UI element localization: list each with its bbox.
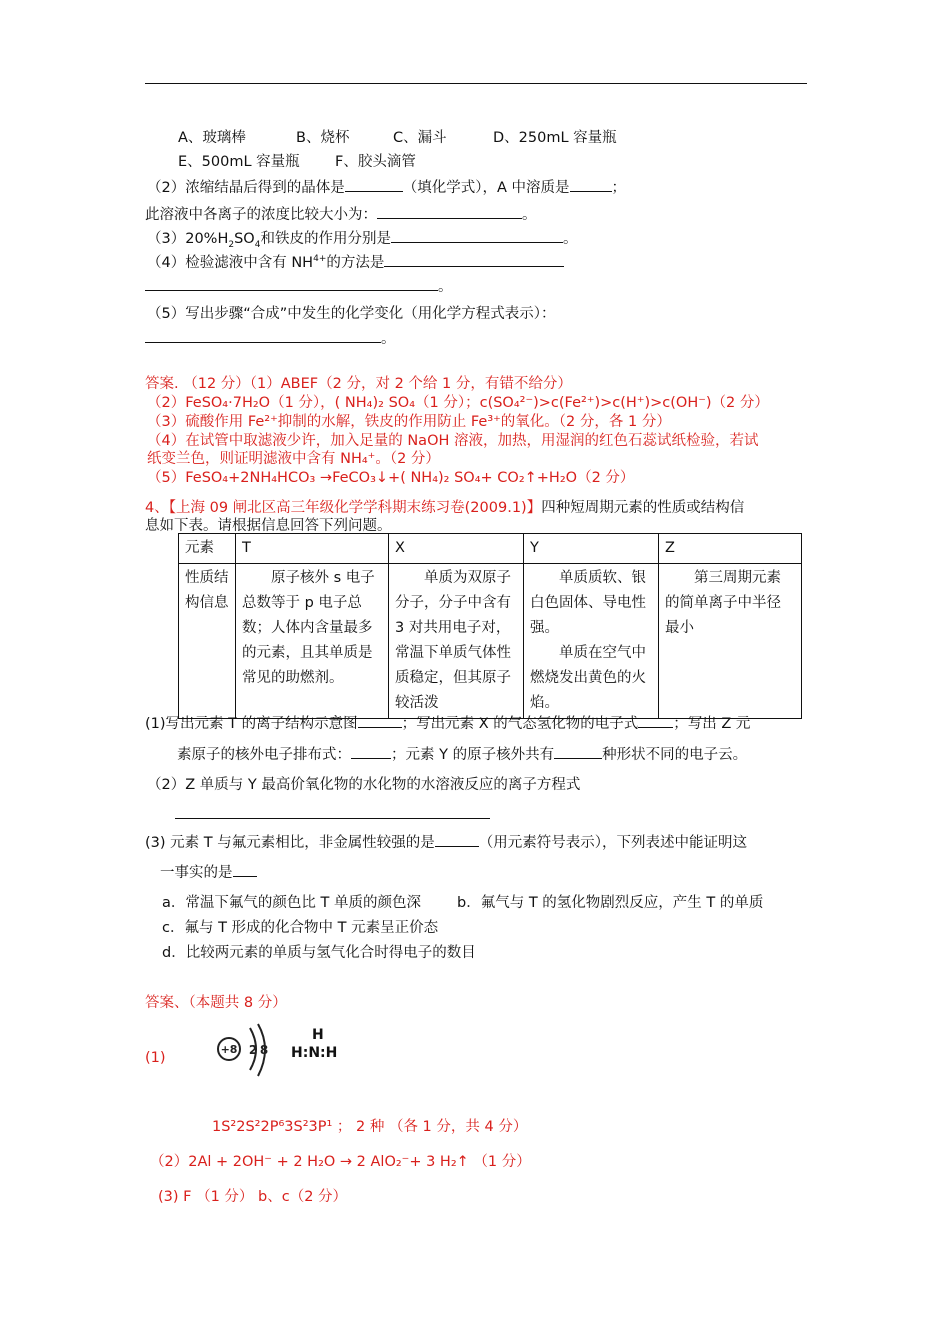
period: 。 xyxy=(381,331,396,347)
table-row xyxy=(179,564,802,719)
answer-blank xyxy=(145,328,381,343)
answer-2-config: 1S²2S²2P⁶3S²3P¹ ； 2 种 （各 1 分，共 4 分） xyxy=(212,1119,528,1135)
answer-2-part3: (3) F （1 分） b、c（2 分） xyxy=(158,1189,348,1205)
q4-text-a: （4）检验滤液中含有 NH xyxy=(147,255,314,271)
question-2-line2 xyxy=(145,203,537,224)
answer-blank xyxy=(570,177,612,192)
answer-2-part2: （2）2Al + 2OH⁻ + 2 H₂O → 2 AlO₂⁻+ 3 H₂↑ （1 分） xyxy=(150,1154,531,1170)
answer-1-line3: （3）硫酸作用 Fe²⁺抑制的水解，铁皮的作用防止 Fe³⁺的氧化。（2 分，各 1 分） xyxy=(147,414,671,430)
option-d: d．比较两元素的单质与氢气化合时得电子的数目 xyxy=(162,945,476,961)
option-a: a．常温下氟气的颜色比 T 单质的颜色深 xyxy=(162,895,421,911)
cell-y-para1: 单质质软、银白色固体、导电性强。 xyxy=(530,570,646,636)
shell-1-electrons: 2 xyxy=(248,1043,258,1057)
q2-line2-text: 此溶液中各离子的浓度比较大小为： xyxy=(145,207,377,223)
table-header-cell: Z xyxy=(659,534,802,564)
answer-blank xyxy=(145,276,438,291)
table-header-row xyxy=(179,534,802,564)
sub-question-3-line2 xyxy=(160,861,257,882)
option-b: b．氟气与 T 的氢化物剧烈反应，产生 T 的单质 xyxy=(457,895,764,911)
nucleus-charge: +8 xyxy=(220,1043,238,1056)
table-header-cell: T xyxy=(236,534,389,564)
sub-question-1 xyxy=(145,712,750,733)
q4-text-b: 的方法是 xyxy=(326,255,385,271)
question-4-line2 xyxy=(145,275,453,296)
q3-text-b: SO xyxy=(234,231,255,247)
question-3: $(3)20\%H_2SO_4$和铁皮的作用分别是 。 xyxy=(147,227,577,250)
answer-1-line6: （5）FeSO₄+2NH₄HCO₃ →FeCO₃↓+( NH₄)₂ SO₄+ CO₂↑+H₂O（2 分） xyxy=(147,470,635,486)
p1-text-b: ；写出元素 X 的气态氢化物的电子式 xyxy=(401,716,639,732)
answer-blank xyxy=(233,862,257,877)
q3-text-c: 和铁皮的作用分别是 xyxy=(260,231,391,247)
answer-line xyxy=(175,818,490,819)
question-4: （4）检验滤液中含有 $NH^{4+}$的方法是 xyxy=(147,251,564,272)
sub-question-2: （2）Z 单质与 Y 最高价氧化物的水化物的水溶液反应的离子方程式 xyxy=(147,777,581,793)
sub-question-1-line2 xyxy=(177,743,747,764)
question-source: 【上海 09 闸北区高三年级化学学科期末练习卷(2009.1)】 xyxy=(168,500,542,516)
p1-text-e: ；元素 Y 的原子核外共有 xyxy=(391,747,555,763)
question-4-intro-line2: 息如下表。请根据信息回答下列问题。 xyxy=(145,518,392,534)
cell-x: 单质为双原子分子，分子中含有 3 对共用电子对，常温下单质气体性质稳定，但其原子较活泼 xyxy=(389,564,524,719)
option-f: F、胶头滴管 xyxy=(335,154,416,170)
period: 。 xyxy=(522,207,537,223)
question-5: （5）写出步骤“合成”中发生的化学变化（用化学方程式表示）： xyxy=(147,306,556,322)
answer-blank xyxy=(377,204,522,219)
q2-text-c: ； xyxy=(611,180,627,196)
question-number: 4、 xyxy=(145,500,169,516)
cell-y-para2: 单质在空气中燃烧发出黄色的火焰。 xyxy=(530,645,646,711)
answer-1-line5: 纸变兰色，则证明滤液中含有 NH₄⁺。（2 分） xyxy=(147,451,440,467)
answer-1-line4: （4）在试管中取滤液少许，加入足量的 NaOH 溶液，加热，用湿润的红色石蕊试纸检验，若试 xyxy=(147,433,759,449)
p1-text-f: 种形状不同的电子云。 xyxy=(602,747,748,763)
option-d: D、250mL 容量瓶 xyxy=(493,130,617,146)
p3-text-a: (3) 元素 T 与氟元素相比，非金属性较强的是 xyxy=(145,835,435,851)
option-e: E、500mL 容量瓶 xyxy=(178,154,300,170)
p1-text-a: (1)写出元素 T 的离子结构示意图 xyxy=(145,716,358,732)
question-5-line2 xyxy=(145,327,396,348)
table-header-cell: 元素 xyxy=(179,534,236,564)
nh3-electron-formula: H:N:H xyxy=(291,1045,338,1061)
answer-2-head: 答案、（本题共 8 分） xyxy=(145,995,287,1011)
answer-blank xyxy=(638,713,673,728)
element-info-table xyxy=(178,533,802,719)
cell-y xyxy=(524,564,659,719)
period: 。 xyxy=(562,231,578,247)
q2-text-a: （2）浓缩结晶后得到的晶体是 xyxy=(147,180,345,196)
answer-1-line2: （2）FeSO₄·7H₂O（1 分），( NH₄)₂ SO₄（1 分）；c(SO₄²⁻)>c(Fe²⁺)>c(H⁺)>c(OH⁻)（2 分） xyxy=(147,395,769,411)
row-label: 性质结构信息 xyxy=(179,564,236,719)
answer-blank xyxy=(435,832,479,847)
table-header-cell: X xyxy=(389,534,524,564)
intro-text: 四种短周期元素的性质或结构信 xyxy=(541,500,745,516)
table-header-cell: Y xyxy=(524,534,659,564)
option-a: A、玻璃棒 xyxy=(178,130,246,146)
answer-blank xyxy=(358,713,402,728)
answer-blank xyxy=(351,744,391,759)
answer-blank xyxy=(384,252,564,267)
period: 。 xyxy=(438,279,453,295)
option-b: B、烧杯 xyxy=(296,130,350,146)
p3-text-b: （用元素符号表示），下列表述中能证明这 xyxy=(478,835,747,851)
cell-z: 第三周期元素的简单离子中半径最小 xyxy=(659,564,802,719)
answer-blank xyxy=(554,744,602,759)
cell-t: 原子核外 s 电子总数等于 p 电子总数；人体内含量最多的元素，且其单质是常见的助燃剂。 xyxy=(236,564,389,719)
sub-question-3 xyxy=(145,831,747,852)
nh3-electron-formula-top: H xyxy=(312,1027,324,1043)
answer-blank xyxy=(391,228,563,243)
p3-text-c: 一事实的是 xyxy=(160,865,233,881)
question-2 xyxy=(147,176,626,197)
answer-2-part1-label: (1) xyxy=(145,1050,166,1066)
oxygen-ion-structure-diagram xyxy=(212,1022,292,1082)
q3-text-a: （3）20%H xyxy=(147,231,229,247)
option-c: c．氟与 T 形成的化合物中 T 元素呈正价态 xyxy=(162,920,439,936)
shell-2-electrons: 8 xyxy=(259,1043,269,1057)
header-rule xyxy=(145,83,807,84)
option-c: C、漏斗 xyxy=(393,130,447,146)
q2-text-b: （填化学式），A 中溶质是 xyxy=(402,180,570,196)
p1-text-c: ；写出 Z 元 xyxy=(673,716,751,732)
p1-text-d: 素原子的核外电子排布式： xyxy=(177,747,351,763)
answer-blank xyxy=(345,177,403,192)
answer-1-line1: 答案. （12 分）（1）ABEF（2 分，对 2 个给 1 分，有错不给分） xyxy=(145,376,572,392)
